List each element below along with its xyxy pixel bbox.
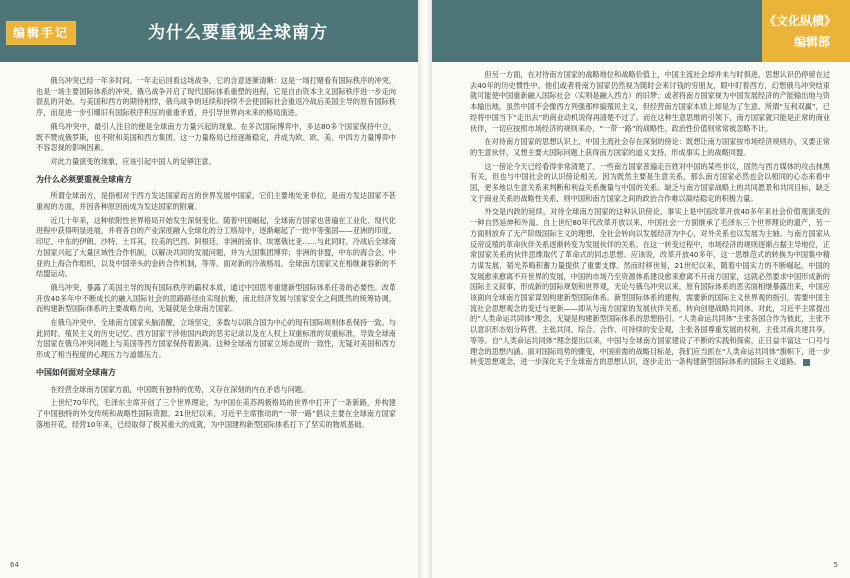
header-band <box>432 0 762 62</box>
page-number: 5 <box>833 561 838 569</box>
right-page <box>432 0 850 578</box>
paragraph: 上世纪70年代，毛泽东主席开创了三个世界理论，为中国在美苏两极格局的世界中打开了一条新路，并构建了中国独特的外交传统和战略性国际资源。21世纪以来，习近平主席推动的“一带一路”倡议主要在全球南方国家落地开花，经营10年来，已经取得了极其重大的成就，为中国建构新型国际体系打下了坚实的物质基础。 <box>36 398 396 429</box>
paragraph-final <box>470 207 830 368</box>
column-subname: 编辑部 <box>793 35 830 49</box>
paragraph: 俄乌冲突，暴露了美国主导的现有国际秩序的霸权本质，通过中国思考重建新型国际体系任务的必要性。改革开放40多年中不断成长的融入国际社会的思路路径由实现抗衡，南北经济发展与国家安全之间既然的统筹协调。而构建新型国际体系的主要战略方向，无疑就是全球南方国家。 <box>36 282 396 314</box>
paragraph: 在俄乌冲突中，全球南方国家头脑清醒，立场坚定，多数与以联合国为中心的现有国际规则体系保持一致。与此同时，殖民主义的历史记忆、西方国家干涉他国内政的恶劣记录以及在人权上双重标准的双重标准，导致全球南方国家在俄乌冲突问题上与美国等西方国家保持着距离。这种全球南方国家立场态度的一致性，无疑对美国和西方形成了相当程度的心理压力与道德压力。 <box>36 318 396 360</box>
end-mark-icon <box>803 359 810 366</box>
paragraph: 俄乌冲突中，最引人注目的便是全球南方力量兴起的现象。在多次国际博弈中，多达80多个国家保持中立，既不赞成俄罗斯，也不附和美国和西方集团。这一力量格局已经逐渐稳定，并成为欧、欧、美、中四方力量博弈中不容忽视的影响因素。 <box>36 121 396 153</box>
page-number: 64 <box>10 561 19 569</box>
column-name: 《文化纵横》 <box>763 14 836 28</box>
paragraph: 对此力量演变的现象，应该引起中国人的足够注意。 <box>50 156 216 166</box>
paragraph: 俄乌冲突已经一年多时间。一年走后回看这场战争，它的含意逐渐清晰：这是一场打赌看有国际秩序的冲突。也是一场主要国际体系的冲突。俄乌战争开启了现代国际体系重塑的进程，它是自由资本主义国际秩序进一步走向混乱的开始。与美国和西方的期待相悖，俄乌战争的延续和持续不会使国际社会重返冷战后美国主导的原有国际秩序，而是进一步引爆旧有国际秩序积压的重重矛盾，并引导世界向未来的格局演进。 <box>36 76 396 118</box>
paragraph: 所谓全球南方，是指相对于西方发达国家而言的世界发展中国家，它们主要地处亚非拉，是南方发达国家不甚重视的方面，并因各种原因而成为发达国家的附庸。 <box>36 191 396 212</box>
spine-gutter <box>418 0 432 578</box>
left-page <box>0 0 418 578</box>
column-name-box <box>762 0 850 62</box>
paragraph: 在对待南方国家的思想认识上，中国主流社会存在深刻的傍论：既想让南方国家按市场经济规则办，又要正常的生意伙伴，又想主要大国际问题上获得南方国家的道义支持，形成事实上的战略同盟。 <box>470 137 830 157</box>
section-heading: 为什么必须要重视全球南方 <box>36 174 132 184</box>
right-body <box>470 70 830 371</box>
column-tag: 编辑手记 <box>6 21 76 45</box>
section-heading: 中国如何面对全球南方 <box>36 367 116 377</box>
left-body <box>36 76 396 433</box>
paragraph: 这一傍论今天已经看得非常清楚了。一些南方国家普遍走百姓对中国的某些非议，固然与西方媒体的攻击抹黑有关，但也与中国社会的认识傍论相关。因为既然主要是生意关系，那么南方国家必然也会以相同的心态来看中国，更多地以生意关系来判断和利益关系衡量与中国的关系。缺乏与南方国家战略上的共同愿景和共同目标，缺乏文于商业关系的战略性关系，则中国和南方国家之间的政治合作难以凝结稳定的积极力量。 <box>470 161 830 203</box>
article-title: 为什么要重视全球南方 <box>148 23 328 43</box>
paragraph: 但另一方面，在对待南方国家的战略地位和战略价值上，中国主流社会却并未与时俱进，思想认识仍停留在过去40年的历史惯性中。他们或者将南方国家仍然视为随时会来讨钱的穷朋友，眼中盯着西方，幻想俄乌冲突结束就可能使中国重新融入国际社会（实则是融入西方）的旧梦；或者将南方国家视为中国发展经济的产能输出地与资本输出地，虽然中国不会像西方列强那样搞殖民主义，但经营南方国家本质上却是为了生意。所谓“互利双赢”，已经将中国当下“走出去”的商业动机说得再清楚不过了。而在这种生意思维的引领下，南方国家就只能是正常的商业伙伴，一切应按照市场经济的规则来办，“一带一路”的战略性、政治性价值则常常被忽略不计。 <box>470 70 830 133</box>
paragraph: 近几十年来，这种依附性世界格局开始发生深刻变化。随着中国崛起，全球南方国家也普遍在工业化、现代化进程中获得明显进展，并将各自的产业深度融入全球化的分工格局中，逐渐崛起了一批中等强国——亚洲的印度、印尼、中东的伊朗、沙特、土耳其，拉美的巴西、阿根廷，非洲的南非、埃塞俄比亚……与此同时，冷战后全球南方国家兴起了大量区域性合作机制，以解决共同的发展问题，并为大国集团博弈；非洲的非盟，中东的海合会，中亚的上海合作组织，以及中国牵头的金砖合作机制，等等。面对新的冷战格局，全球南方国家又在相继兼容新的不结盟运动。 <box>36 215 396 279</box>
paragraph: 在经营全球南方国家方面，中国既有独特的优势，又存在深刻的内在矛盾与问题。 <box>50 384 310 394</box>
header-band <box>0 0 418 62</box>
paragraph-text: 外交是内政的延续，对待全球南方国家的这种认识傍论，事实上是中国改革开放40多年来社会价值观演变的一种自然延伸和外溢。自上世纪80年代改革开放以来，中国社会一方面继承了毛泽东三个世界理论的遗产，另一方面则放弃了无产阶级国际主义的理想，全社会转向以发展经济为中心，对外关系也以发展为主轴。与南方国家从反帝反殖的革命伙伴关系逐渐转变为发展伙伴的关系。在这一转变过程中，市场经济的规则逐渐占据主导地位，正常国家关系的伙伴思维取代了革命式的同志思想。应该说，改革开放40多年，这一思维范式的转换为中国集中精力谋发展、韬光养晦积蓄力量提供了重要支撑。然而时移世易，21世纪以来，随着中国实力的不断崛起，中国的发展愈来愈离不开世界的发展，中国的市场乃至资源体系建设愈来愈离不开南方国家，这就必然要求中国形成新的国际主义叙事，形成新的国际规划和世界观，无论与俄乌冲突以来，原有国际体系的恶劣面相继暴露出来，中国应该面向全球南方国家谋划构建新型国际体系。新型国际体系的建构，需要新的国际主义世界观的指引，需要中国主流社会思想观念的变迁与更新——即从与南方国家的发展伙伴关系，转向创建战略共同体。对此，习近平主席提出的“人类命运共同体”理念，无疑是构建新型国际体系的思想指引。“人类命运共同体”主张各国合作为彼此，主张不以意识形态划分阵营，主张共同、综合、合作、可持续的安全观，主张各国尊重发展的权利，主张共商共建共享，等等。自“人类命运共同体”理念提出以来，中国与全球南方国家建设了不断的实践和探索，正日益丰富这一口号与理念的思想内涵。面对国际局势的骤变，中国亟需的战略目标是，我们应当抓在“人类命运共同体”旗帜下，进一步转变思想观念，进一步深化关于全球南方的思想认识，逐步走出一条构建新型国际体系的国际主义道路。 <box>470 207 830 367</box>
